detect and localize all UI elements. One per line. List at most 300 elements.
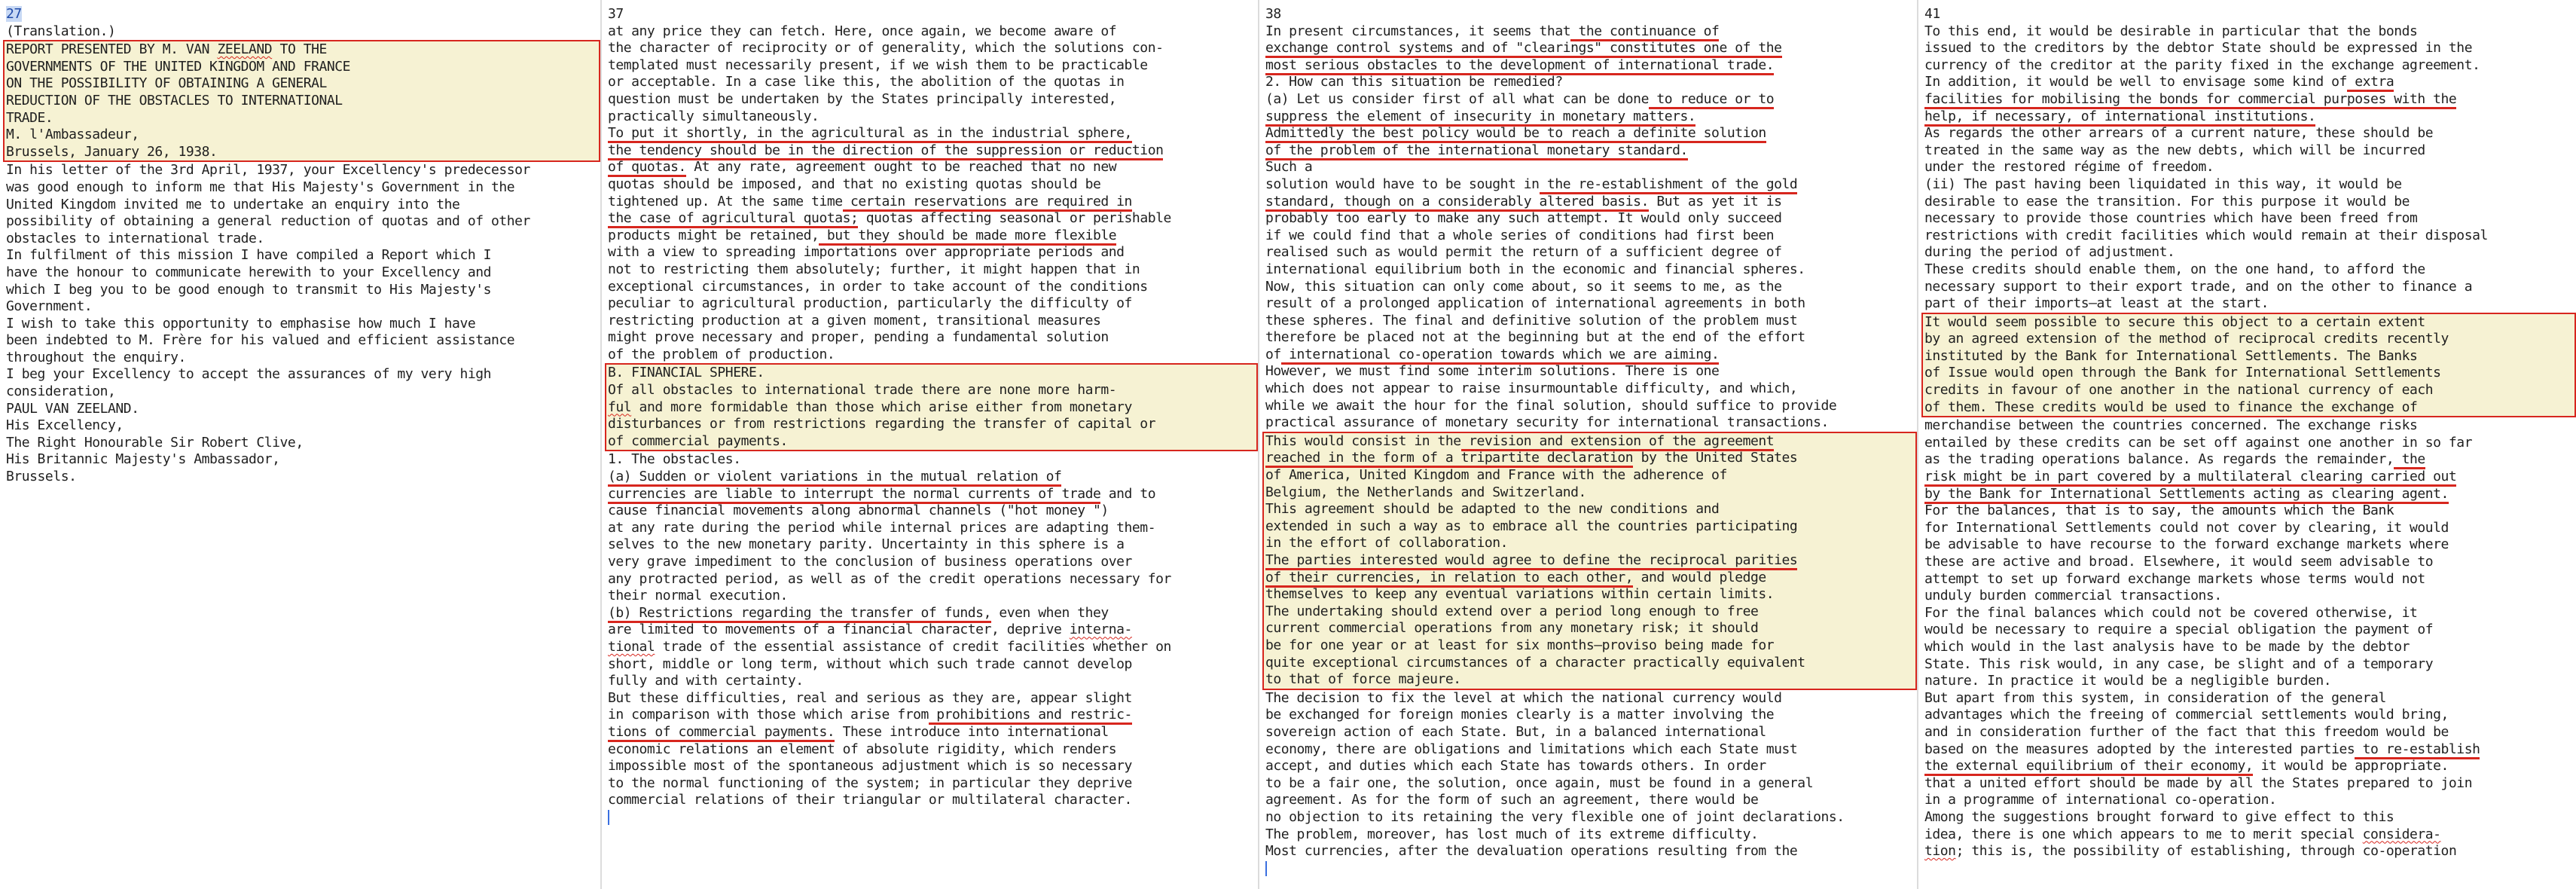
text-line bbox=[1265, 176, 1917, 194]
text-segment: ON THE POSSIBILITY OF OBTAINING A GENERAL bbox=[6, 75, 327, 92]
text-segment: ; this is, the possibility of establishing, through co-operation bbox=[1955, 843, 2457, 860]
text-segment: disturbances or from restrictions regarding the transfer of capital or bbox=[608, 416, 1156, 432]
text-line bbox=[608, 792, 1258, 809]
underlined-text: the bbox=[2394, 451, 2425, 469]
text-segment: question must be undertaken by the States principally interested, bbox=[608, 90, 1117, 107]
text-line bbox=[1265, 518, 1915, 536]
text-line bbox=[608, 210, 1258, 228]
text-segment: in the effort of collaboration. bbox=[1265, 535, 1508, 551]
text-line bbox=[1265, 40, 1917, 57]
text-line bbox=[1924, 40, 2576, 57]
text-segment: that a united effort should be made by all the States prepared to join bbox=[1924, 774, 2473, 791]
text-line bbox=[608, 261, 1258, 279]
text-segment: practically simultaneously. bbox=[608, 108, 819, 124]
text-segment: current commercial operations from any monetary risk; it should bbox=[1265, 620, 1759, 637]
text-segment: In present circumstances, it seems that bbox=[1265, 23, 1571, 39]
text-line bbox=[1265, 603, 1915, 621]
text-segment: have the honour to communicate herewith to your Excellency and bbox=[6, 264, 491, 280]
text-segment: His Excellency, bbox=[6, 417, 124, 434]
text-line bbox=[608, 571, 1258, 588]
text-line bbox=[1265, 159, 1917, 176]
text-line bbox=[608, 23, 1258, 41]
text-line bbox=[1265, 74, 1917, 91]
text-segment: solution would have to be sought in bbox=[1265, 176, 1540, 192]
page-text[interactable] bbox=[1265, 23, 1917, 860]
text-line bbox=[1265, 792, 1917, 809]
text-segment: of America, United Kingdom and France with the adherence of bbox=[1265, 467, 1727, 484]
text-segment: For the balances, that is to say, the amounts which the Bank bbox=[1924, 503, 2394, 519]
text-line bbox=[6, 332, 600, 350]
text-line bbox=[1265, 450, 1915, 467]
text-segment: Now, this situation can only come about, so it seems to me, as the bbox=[1265, 278, 1782, 295]
text-line bbox=[1924, 314, 2574, 331]
text-segment: to that of force majeure. bbox=[1265, 671, 1461, 688]
text-segment: of commercial payments. bbox=[608, 432, 788, 449]
text-line bbox=[6, 231, 600, 248]
text-segment: if we could find that a whole series of conditions had first been bbox=[1265, 227, 1775, 243]
text-line bbox=[608, 469, 1258, 486]
text-line bbox=[1924, 382, 2574, 399]
text-line bbox=[608, 228, 1258, 245]
text-line bbox=[608, 605, 1258, 622]
text-segment: which does not appear to raise insurmountable difficulty, and which, bbox=[1265, 380, 1798, 397]
text-segment: Brussels, January 26, 1938. bbox=[6, 143, 218, 160]
text-segment: and in consideration further of the fact that this freedom would be bbox=[1924, 723, 2449, 740]
text-segment: which I beg you to be good enough to transmit to His Majesty's bbox=[6, 281, 491, 298]
underlined-text: most serious obstacles to the development of international trade. bbox=[1265, 57, 1774, 75]
text-line bbox=[1265, 467, 1915, 484]
text-line bbox=[6, 197, 600, 214]
text-line bbox=[1265, 194, 1917, 211]
text-segment: was good enough to inform me that His Majesty's Government in the bbox=[6, 179, 515, 195]
text-line bbox=[1265, 23, 1917, 41]
spellcheck-flagged-word: ZEELAND bbox=[217, 41, 273, 58]
text-segment: nature. In practice it would be a negligible burden. bbox=[1924, 673, 2332, 689]
text-segment: quotas affecting seasonal or perishable bbox=[858, 210, 1171, 227]
text-line bbox=[1924, 451, 2576, 469]
text-line bbox=[1924, 707, 2576, 724]
text-segment: consideration, bbox=[6, 383, 116, 400]
text-line bbox=[6, 264, 600, 282]
text-line bbox=[608, 347, 1258, 364]
text-segment: products might be retained, bbox=[608, 227, 819, 243]
text-line bbox=[1924, 656, 2576, 674]
text-line bbox=[608, 159, 1258, 176]
text-segment: of the problem of production. bbox=[608, 346, 835, 362]
text-segment: issued to the creditors by the debtor State should be expressed in the bbox=[1924, 40, 2473, 57]
text-line bbox=[1265, 125, 1917, 142]
text-segment: of them. These credits would be used to finance the exchange of bbox=[1924, 399, 2418, 415]
text-segment: But these difficulties, real and serious as they are, appear slight bbox=[608, 689, 1132, 706]
text-segment: impossible most of the spontaneous adjustment which is so necessary bbox=[608, 758, 1132, 774]
text-segment: to the normal functioning of the system; in particular they deprive bbox=[608, 774, 1132, 791]
text-line bbox=[1265, 620, 1915, 637]
text-line bbox=[1924, 244, 2576, 261]
text-segment: These introduce into international bbox=[835, 723, 1109, 740]
text-segment: merchandise between the countries concerned. The exchange risks bbox=[1924, 417, 2418, 434]
text-segment: fully and with certainty. bbox=[608, 673, 804, 689]
text-line bbox=[1924, 758, 2576, 775]
text-segment: economy, there are obligations and limitations which each State must bbox=[1265, 741, 1798, 757]
text-line bbox=[608, 724, 1258, 741]
text-segment: The decision to fix the level at which the national currency would bbox=[1265, 689, 1782, 706]
text-line bbox=[1924, 261, 2576, 279]
text-line bbox=[1924, 469, 2576, 486]
editor-pane-page-27[interactable] bbox=[0, 0, 600, 889]
text-line bbox=[1265, 655, 1915, 672]
text-line bbox=[608, 639, 1258, 656]
text-segment: It would seem possible to secure this object to a certain extent bbox=[1924, 313, 2425, 330]
page-number: 27 bbox=[6, 6, 22, 22]
editor-pane-page-38[interactable] bbox=[1258, 0, 1917, 889]
editor-pane-page-37[interactable] bbox=[600, 0, 1258, 889]
text-segment: based on the measures adopted by the interested parties bbox=[1924, 741, 2355, 757]
underlined-text: to re-establish bbox=[2355, 741, 2480, 759]
text-segment: necessary support to their export trade, and on the other to finance a bbox=[1924, 278, 2473, 295]
text-segment: These credits should enable them, on the one hand, to afford the bbox=[1924, 261, 2425, 277]
spellcheck-flagged-word: ful bbox=[608, 399, 632, 415]
text-segment: to be a fair one, the solution, once again, must be found in a general bbox=[1265, 774, 1814, 791]
text-line bbox=[1265, 741, 1917, 759]
underlined-text: of their currencies, in relation to each other, bbox=[1265, 570, 1633, 588]
underlined-text: tions of commercial payments. bbox=[608, 724, 835, 742]
text-line bbox=[1265, 347, 1917, 364]
text-segment: necessary to provide those countries which have been freed from bbox=[1924, 210, 2418, 227]
text-segment: The problem, moreover, has lost much of its extreme difficulty. bbox=[1265, 826, 1759, 842]
underlined-text: to define the reciprocal parities bbox=[1531, 552, 1797, 570]
page-number: 41 bbox=[1924, 6, 1940, 22]
text-segment: The undertaking should extend over a period long enough to free bbox=[1265, 603, 1759, 619]
text-line bbox=[1265, 671, 1915, 689]
text-segment: be exchanged for foreign monies clearly is a matter involving the bbox=[1265, 707, 1775, 723]
text-line bbox=[1924, 809, 2576, 826]
text-segment: been indebted to M. Frère for his valued and efficient assistance bbox=[6, 332, 515, 349]
underlined-text: the continuance of bbox=[1570, 23, 1719, 41]
text-line bbox=[608, 536, 1258, 554]
text-segment: REDUCTION OF THE OBSTACLES TO INTERNATIONAL bbox=[6, 92, 343, 108]
text-segment: realised such as would permit the return of a sufficient degree of bbox=[1265, 244, 1782, 261]
text-line bbox=[608, 656, 1258, 674]
page-text[interactable] bbox=[608, 23, 1258, 809]
text-line bbox=[608, 399, 1256, 417]
text-segment: result of a prolonged application of international agreements in both bbox=[1265, 295, 1805, 312]
text-line bbox=[608, 588, 1258, 605]
text-segment: in a programme of international co-operation. bbox=[1924, 792, 2277, 808]
text-segment: these spheres. The final and definitive solution of the problem must bbox=[1265, 312, 1798, 328]
text-segment: international equilibrium both in the economic and financial spheres. bbox=[1265, 261, 1805, 277]
text-segment: practical assurance of monetary security for international transactions. bbox=[1265, 414, 1829, 431]
text-segment: any protracted period, as well as of the credit operations necessary for bbox=[608, 570, 1171, 587]
text-segment: In his letter of the 3rd April, 1937, your Excellency's predecessor bbox=[6, 162, 530, 179]
text-line bbox=[1265, 363, 1917, 380]
text-line bbox=[1924, 417, 2576, 435]
text-segment: and more formidable than those which arise either from monetary bbox=[631, 399, 1132, 415]
text-segment: with a view to spreading importations over appropriate periods and bbox=[608, 244, 1125, 261]
text-line bbox=[608, 622, 1258, 639]
text-line bbox=[608, 279, 1258, 296]
text-line bbox=[1924, 536, 2576, 554]
text-line bbox=[6, 401, 600, 418]
text-segment: short, middle or long term, without which such trade cannot develop bbox=[608, 655, 1132, 672]
page-text[interactable] bbox=[6, 23, 600, 486]
text-segment: Such a bbox=[1265, 159, 1313, 176]
text-segment: State. This risk would, in any case, be slight and of a temporary bbox=[1924, 655, 2434, 672]
text-line bbox=[6, 451, 600, 469]
text-segment: Brussels. bbox=[6, 469, 77, 485]
text-segment: In fulfilment of this mission I have compiled a Report which I bbox=[6, 247, 491, 264]
text-line bbox=[1265, 244, 1917, 261]
text-segment: But apart from this system, in consideration of the general bbox=[1924, 689, 2386, 706]
text-segment: peculiar to agricultural production, particularly the difficulty of bbox=[608, 295, 1132, 312]
text-segment: throughout the enquiry. bbox=[6, 349, 186, 365]
underlined-text: revision and extension of the agreement bbox=[1461, 433, 1774, 451]
text-line bbox=[1924, 210, 2576, 228]
text-line bbox=[6, 435, 600, 452]
text-line bbox=[1265, 142, 1917, 160]
text-line bbox=[1265, 91, 1917, 108]
spellcheck-flagged-word: tional bbox=[608, 638, 655, 655]
text-segment: instituted by the Bank for International Settlements. The Banks bbox=[1924, 347, 2418, 364]
text-segment: these are active and broad. Elsewhere, it would seem advisable to bbox=[1924, 554, 2434, 570]
text-line bbox=[608, 125, 1258, 142]
text-segment: and to bbox=[1100, 485, 1156, 502]
text-line bbox=[1924, 775, 2576, 793]
text-segment: trade of the essential assistance of credit facilities whether on bbox=[655, 638, 1171, 655]
text-line bbox=[1924, 142, 2576, 160]
page-number: 37 bbox=[608, 6, 624, 22]
text-segment: M. l'Ambassadeur, bbox=[6, 127, 139, 143]
text-segment: at any rate during the period while internal prices are adapting them- bbox=[608, 519, 1156, 536]
text-segment: are limited to movements of a financial character, deprive bbox=[608, 622, 1070, 638]
text-segment: In addition, it would be well to envisage some kind of bbox=[1924, 74, 2347, 90]
text-segment: quite exceptional circumstances of a character practically equivalent bbox=[1265, 654, 1805, 671]
text-segment: idea, there is one which appears to me to merit special bbox=[1924, 826, 2363, 842]
highlighted-annotation-box bbox=[605, 363, 1258, 451]
text-line bbox=[1265, 380, 1917, 398]
text-line bbox=[1265, 484, 1915, 502]
text-line bbox=[1265, 329, 1917, 347]
text-segment: it would be appropriate. bbox=[2253, 758, 2449, 774]
text-line bbox=[1924, 843, 2576, 860]
text-segment: REPORT PRESENTED BY M. VAN bbox=[6, 41, 218, 58]
underlined-text: prohibitions and restric- bbox=[929, 707, 1132, 725]
text-line bbox=[1265, 724, 1917, 741]
text-segment: advantages which the freeing of commercial settlements would bring, bbox=[1924, 707, 2449, 723]
text-segment: probably too early to make any such attempt. It would only succeed bbox=[1265, 210, 1782, 227]
text-segment: This would consist in the bbox=[1265, 432, 1461, 449]
text-segment: His Britannic Majesty's Ambassador, bbox=[6, 451, 280, 468]
underlined-text: the re-establishment of the gold bbox=[1540, 176, 1798, 194]
underlined-text: currencies are liable to interrupt the normal currents of trade bbox=[608, 486, 1100, 504]
underlined-text: (b) Restrictions regarding the transfer of funds, bbox=[608, 605, 991, 623]
text-line bbox=[1265, 535, 1915, 552]
text-segment: The Right Honourable Sir Robert Clive, bbox=[6, 434, 304, 451]
text-segment: for International Settlements could not cover by clearing, it would bbox=[1924, 519, 2449, 536]
text-line bbox=[1924, 741, 2576, 759]
text-segment: Among the suggestions brought forward to give effect to this bbox=[1924, 808, 2394, 825]
text-line bbox=[6, 247, 600, 264]
text-segment: of bbox=[1265, 346, 1281, 362]
text-line bbox=[6, 144, 599, 161]
text-cursor-line[interactable] bbox=[1265, 860, 1917, 878]
text-segment: not to restricting them absolutely; further, it might happen that in bbox=[608, 261, 1140, 277]
text-segment: templated must necessarily present, if we wish them to be practicable bbox=[608, 57, 1148, 73]
text-segment: However, we must find some interim solutions. There is one bbox=[1265, 363, 1720, 380]
text-segment: as the trading operations balance. As regards the remainder, bbox=[1924, 451, 2394, 468]
underlined-text: the external equilibrium of their economy, bbox=[1924, 758, 2253, 776]
page-number: 38 bbox=[1265, 6, 1281, 22]
text-line bbox=[1265, 586, 1915, 603]
text-line bbox=[608, 486, 1258, 503]
underlined-text: extra bbox=[2347, 74, 2394, 92]
text-line bbox=[1924, 435, 2576, 452]
text-segment: at any price they can fetch. Here, once again, we become aware of bbox=[608, 23, 1117, 39]
text-segment: TO THE bbox=[272, 41, 327, 58]
text-segment: very grave impediment to the conclusion of business operations over bbox=[608, 554, 1132, 570]
text-line bbox=[1265, 108, 1917, 126]
text-line bbox=[608, 108, 1258, 126]
text-line bbox=[608, 91, 1258, 108]
text-line bbox=[6, 75, 599, 93]
text-segment: exceptional circumstances, in order to take account of the conditions bbox=[608, 278, 1148, 295]
text-line bbox=[1924, 622, 2576, 639]
text-line bbox=[1265, 809, 1917, 826]
text-line bbox=[608, 194, 1258, 211]
text-line bbox=[1265, 228, 1917, 245]
text-line bbox=[6, 179, 600, 197]
text-segment: commercial relations of their triangular or multilateral character. bbox=[608, 792, 1132, 808]
text-segment: part of their imports—at least at the start. bbox=[1924, 295, 2269, 312]
text-segment: during the period of adjustment. bbox=[1924, 244, 2175, 261]
text-segment: But as yet it is bbox=[1648, 193, 1782, 209]
text-line bbox=[6, 23, 600, 41]
text-line bbox=[1924, 194, 2576, 211]
text-line bbox=[6, 366, 600, 383]
text-line bbox=[1924, 571, 2576, 588]
highlighted-annotation-box bbox=[1921, 313, 2576, 418]
text-line bbox=[1924, 91, 2576, 108]
text-line bbox=[608, 554, 1258, 571]
text-cursor-line[interactable] bbox=[608, 809, 1258, 826]
underlined-text: reached in the form of a tripartite declaration bbox=[1265, 450, 1633, 468]
text-segment: restricting production at a given moment, transitional measures bbox=[608, 312, 1101, 328]
text-line bbox=[608, 451, 1258, 469]
underlined-text: certain reservations are required in bbox=[843, 194, 1132, 212]
text-segment: For the final balances which could not be covered otherwise, it bbox=[1924, 604, 2418, 621]
text-line bbox=[608, 365, 1256, 382]
text-line bbox=[6, 383, 600, 401]
text-segment: At any rate, agreement ought to be reached that no new bbox=[685, 159, 1117, 176]
text-segment: desirable to ease the transition. For this purpose it would be bbox=[1924, 193, 2410, 209]
text-line bbox=[1265, 758, 1917, 775]
text-line bbox=[1265, 279, 1917, 296]
text-segment: As regards the other arrears of a current nature, these should be bbox=[1924, 125, 2434, 142]
text-line bbox=[608, 520, 1258, 537]
text-segment: credits in favour of one another in the national currency of each bbox=[1924, 382, 2434, 399]
spellcheck-flagged-word: interna- bbox=[1069, 622, 1132, 638]
text-segment: therefore be placed not at the beginning but at the end of the effort bbox=[1265, 329, 1805, 346]
underlined-text: The parties interested would agree bbox=[1265, 552, 1531, 570]
text-line bbox=[1924, 295, 2576, 313]
text-line bbox=[6, 162, 600, 179]
text-line bbox=[6, 350, 600, 367]
text-line bbox=[1924, 279, 2576, 296]
text-segment: of Issue would open through the Bank for International Settlements bbox=[1924, 365, 2441, 381]
text-caret bbox=[608, 810, 609, 825]
text-segment: tightened up. At the same time bbox=[608, 193, 843, 209]
text-segment: would be necessary to require a special obligation the payment of bbox=[1924, 622, 2434, 638]
text-line bbox=[1265, 501, 1915, 518]
text-line bbox=[608, 503, 1258, 520]
text-segment: TRADE. bbox=[6, 109, 53, 126]
text-segment: themselves to keep any eventual variations within certain limits. bbox=[1265, 586, 1775, 603]
text-segment: 1. The obstacles. bbox=[608, 451, 741, 468]
text-segment: currency of the creditor at the parity fixed in the exchange agreement. bbox=[1924, 57, 2480, 73]
text-line bbox=[608, 57, 1258, 75]
text-line bbox=[1265, 414, 1917, 432]
text-segment: 2. How can this situation be remedied? bbox=[1265, 74, 1563, 90]
underlined-text: exchange control systems and of "clearings" constitutes one of the bbox=[1265, 40, 1782, 58]
text-segment: by the United States bbox=[1633, 450, 1798, 466]
text-segment: obstacles to international trade. bbox=[6, 230, 264, 246]
text-line bbox=[1265, 295, 1917, 313]
text-line bbox=[608, 775, 1258, 793]
underlined-text: international co-operation towards which we are aiming. bbox=[1281, 347, 1720, 365]
text-line bbox=[1265, 210, 1917, 228]
text-segment: treated in the same way as the new debts, which will be incurred bbox=[1924, 142, 2425, 158]
text-segment: extended in such a way as to embrace all the countries participating bbox=[1265, 518, 1798, 534]
text-line bbox=[6, 298, 600, 316]
text-segment: PAUL VAN ZEELAND. bbox=[6, 400, 139, 417]
underlined-text: To put it shortly, in the agricultural as in the industrial sphere, bbox=[608, 125, 1132, 143]
text-line bbox=[6, 213, 600, 231]
editor-pane-page-41[interactable] bbox=[1917, 0, 2576, 889]
text-line bbox=[1265, 826, 1917, 844]
underlined-text: to reach a definite solution bbox=[1540, 125, 1766, 143]
text-segment: might prove necessary and proper, pending a fundamental solution bbox=[608, 329, 1109, 346]
text-segment: Government. bbox=[6, 298, 93, 315]
text-line bbox=[6, 417, 600, 435]
text-line bbox=[608, 176, 1258, 194]
highlighted-annotation-box bbox=[1262, 432, 1917, 690]
underlined-text: but they should be made more flexible bbox=[819, 228, 1116, 246]
text-line bbox=[1924, 503, 2576, 520]
text-segment: unduly burden commercial transactions. bbox=[1924, 588, 2222, 604]
text-segment: GOVERNMENTS OF THE UNITED KINGDOM AND FRANCE bbox=[6, 58, 351, 75]
text-segment: attempt to set up forward exchange markets whose terms would not bbox=[1924, 570, 2425, 587]
text-line bbox=[1924, 554, 2576, 571]
underlined-text: the case of agricultural quotas; bbox=[608, 210, 858, 228]
underlined-text: Admittedly the best policy would be bbox=[1265, 125, 1540, 143]
text-segment: and would pledge bbox=[1633, 569, 1766, 585]
text-segment: their normal execution. bbox=[608, 588, 788, 604]
text-segment: entailed by these credits can be set off against one another in so far bbox=[1924, 434, 2473, 451]
page-text[interactable] bbox=[1924, 23, 2576, 860]
text-line bbox=[1924, 348, 2574, 365]
underlined-text: (a) Sudden or violent variations in the mutual relation of bbox=[608, 469, 1061, 487]
text-line bbox=[1265, 313, 1917, 330]
text-line bbox=[1924, 673, 2576, 690]
text-segment: no objection to its retaining the very flexible one of joint declarations. bbox=[1265, 808, 1845, 825]
text-line bbox=[608, 707, 1258, 724]
text-segment: be for one year or at least for six months—proviso being made for bbox=[1265, 637, 1775, 653]
underlined-text: standard, though on a considerably altered basis. bbox=[1265, 194, 1649, 212]
text-segment: Of all obstacles to international trade there are none more harm- bbox=[608, 382, 1117, 399]
text-segment: United Kingdom invited me to undertake an enquiry into the bbox=[6, 196, 460, 212]
text-line bbox=[6, 282, 600, 299]
text-line bbox=[608, 142, 1258, 160]
text-line bbox=[1924, 605, 2576, 622]
